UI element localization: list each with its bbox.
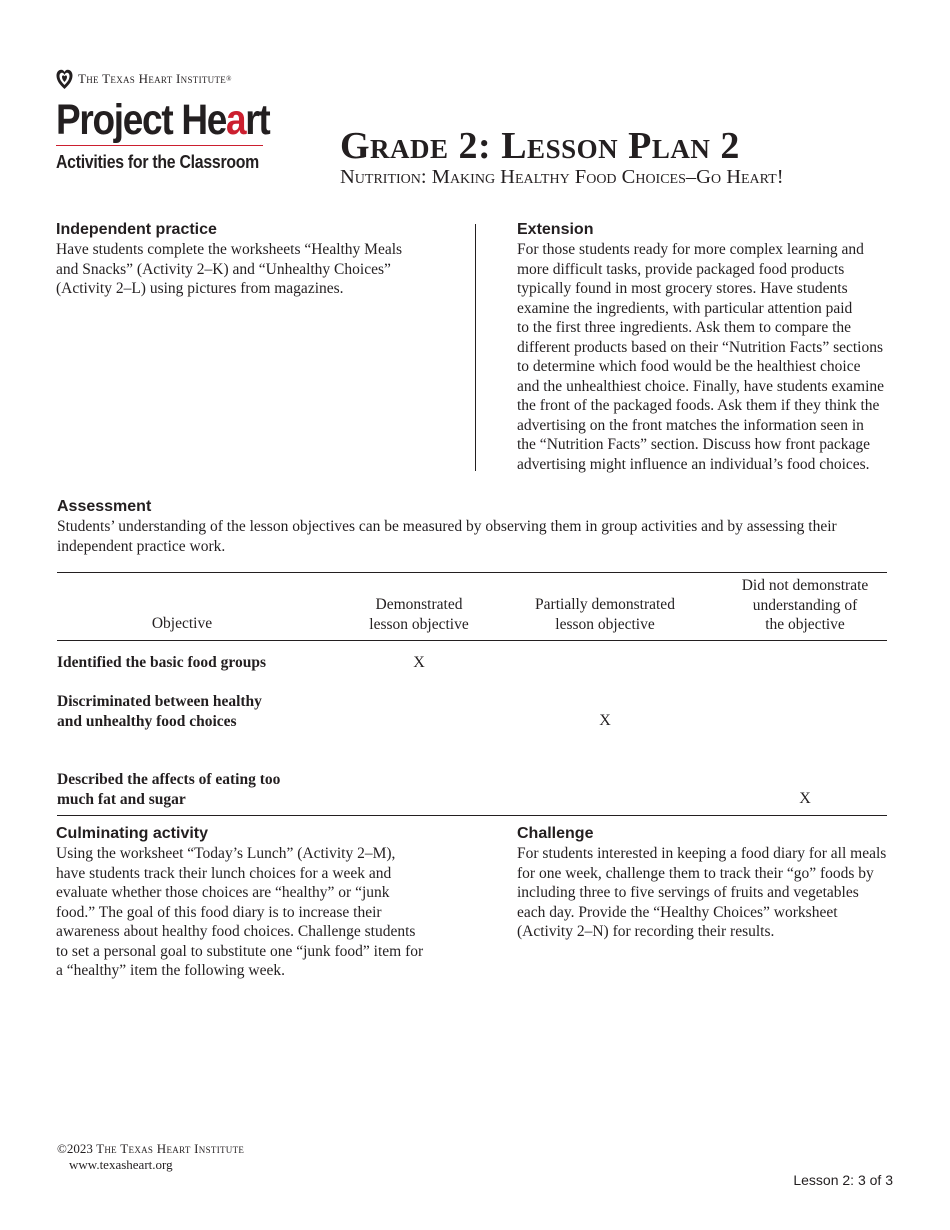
header-line: understanding of [752,596,858,614]
table-row-objective [57,770,280,809]
text-line: For students interested in keeping a food diary for all meals [517,845,887,862]
brand-divider [56,145,263,146]
text-line: independent practice work. [57,537,226,555]
institute-name: The Texas Heart Institute [78,71,227,86]
brand-heart-letter: a [226,96,246,144]
section-heading: Assessment [57,498,152,515]
table-top-rule [57,572,887,573]
text-line: and Snacks” (Activity 2–K) and “Unhealthy Choices” [56,260,391,278]
brand-subtitle: Activities for the Classroom [56,152,259,172]
text-line: the front of the packaged foods. Ask them if they think the [517,397,880,414]
text-line: awareness about healthy food choices. Challenge students [56,923,416,940]
header-line: Did not demonstrate [741,577,869,594]
table-header-objective [112,614,252,634]
text-line: for one week, challenge them to track their “go” foods by [517,864,874,882]
footer [57,1141,244,1173]
text-line: typically found in most grocery stores. Have students [517,280,848,297]
text-line: more difficult tasks, provide packaged food products [517,260,845,278]
text-line: the “Nutrition Facts” section. Discuss how front package [517,436,870,453]
text-line: to the first three ingredients. Ask them to compare the [517,319,852,336]
objective-line: Identified the basic food groups [57,654,266,671]
text-line: have students track their lunch choices for a week and [56,864,392,882]
trademark: ® [226,75,232,83]
section-heading: Culminating activity [56,825,209,842]
footer-url: www.texasheart.org [69,1157,173,1172]
table-row-mark: X [413,654,425,671]
text-line: a “healthy” item the following week. [56,962,285,979]
assessment-section [57,498,897,556]
section-body [517,844,917,942]
header-line: lesson objective [555,615,655,633]
text-line: advertising on the front matches the information seen in [517,416,864,434]
section-heading: Extension [517,221,594,238]
table-row-objective [57,653,266,673]
brand-suffix: rt [245,96,270,144]
page-title: Grade 2: Lesson Plan 2 [340,125,740,167]
text-line: For those students ready for more complex learning and [517,241,864,258]
table-header-not-demonstrated [720,576,890,635]
extension-section [517,221,917,474]
header-line: Demonstrated [375,596,463,613]
header-line: lesson objective [369,615,469,633]
text-line: evaluate whether those choices are “healthy” or “junk [56,884,390,901]
objective-line: Described the affects of eating too [57,771,281,788]
text-line: and the unhealthiest choice. Finally, have students examine [517,377,885,395]
page-number: Lesson 2: 3 of 3 [793,1172,893,1188]
independent-practice-section [56,221,456,299]
section-body [57,517,897,556]
text-line: to set a personal goal to substitute one “junk food” item for [56,942,424,960]
text-line: (Activity 2–L) using pictures from magazines. [56,280,344,297]
footer-org: The Texas Heart Institute [96,1141,245,1156]
text-line: different products based on their “Nutrition Facts” sections [517,338,884,356]
text-line: each day. Provide the “Healthy Choices” worksheet [517,903,838,921]
header-line: Objective [151,615,213,632]
text-line: including three to five servings of fruits and vegetables [517,884,859,901]
text-line: to determine which food would be the healthiest choice [517,358,861,375]
header-line: the objective [765,616,845,633]
table-row-mark: X [799,790,811,807]
text-line: Have students complete the worksheets “Healthy Meals [56,241,403,258]
brand-prefix: Project He [56,96,227,144]
header-line: Partially demonstrated [535,596,675,613]
text-line: Students’ understanding of the lesson objectives can be measured by observing them in group activities and by assessing their [57,518,837,535]
section-body [56,844,466,981]
text-line: Using the worksheet “Today’s Lunch” (Activity 2–M), [56,845,396,862]
text-line: advertising might influence an individual’s food choices. [517,455,870,473]
column-divider [475,224,476,471]
title-block [340,124,784,188]
institute-line [56,68,270,90]
objective-line: much fat and sugar [57,790,186,808]
table-row-objective [57,692,262,731]
text-line: food.” The goal of this food diary is to increase their [56,903,382,921]
section-body [56,240,456,299]
objective-line: and unhealthy food choices [57,712,237,730]
challenge-section [517,825,917,942]
page-subtitle: Nutrition: Making Healthy Food Choices–Go Heart! [340,166,784,188]
section-heading: Challenge [517,825,594,842]
text-line: (Activity 2–N) for recording their results. [517,923,775,940]
table-header-partially [520,595,690,634]
section-heading: Independent practice [56,221,217,238]
logo-block [56,68,270,173]
table-header-rule [57,640,887,641]
table-header-demonstrated [339,595,499,634]
table-bottom-rule [57,815,887,816]
project-heart-logo [56,96,270,144]
heart-logo-icon [56,69,73,90]
copyright: ©2023 [57,1141,93,1156]
culminating-activity-section [56,825,466,981]
table-row-mark: X [599,712,611,729]
section-body [517,240,917,474]
text-line: examine the ingredients, with particular attention paid [517,299,853,317]
objective-line: Discriminated between healthy [57,693,262,710]
